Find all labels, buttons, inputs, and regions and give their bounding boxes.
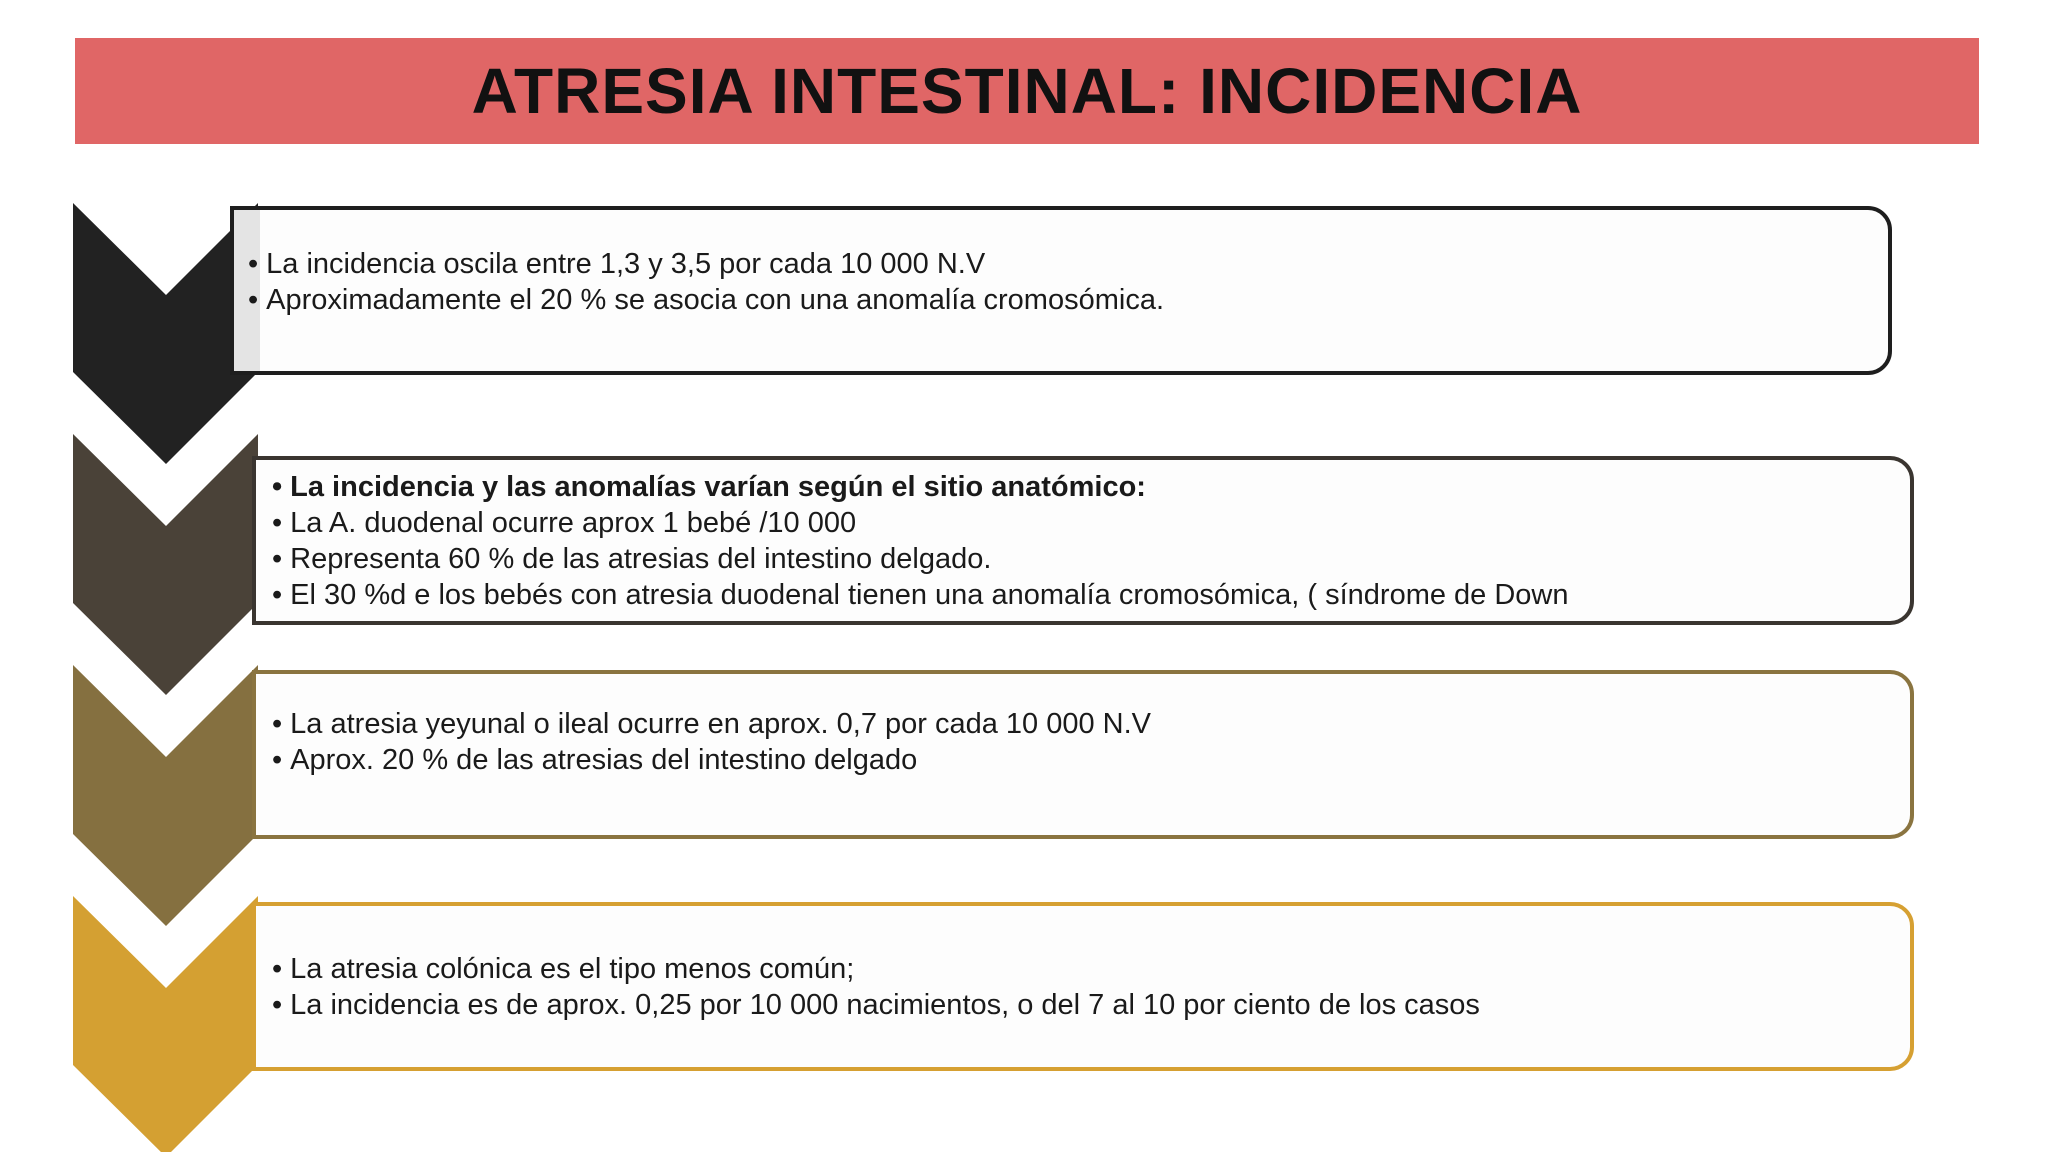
bullet-item: • El 30 %d e los bebés con atresia duodenal tienen una anomalía cromosómica, ( síndrome de Down [272, 577, 1890, 613]
bullet-item: • La atresia colónica es el tipo menos común; [272, 951, 1890, 987]
chevron-step-3 [73, 665, 258, 926]
bullet-list [272, 469, 1890, 613]
bullet-item: • Aprox. 20 % de las atresias del intestino delgado [272, 742, 1890, 778]
chevron-step-4 [73, 896, 258, 1152]
bullet-item: • La atresia yeyunal o ileal ocurre en aprox. 0,7 por cada 10 000 N.V [272, 706, 1890, 742]
bullet-item: • La incidencia oscila entre 1,3 y 3,5 por cada 10 000 N.V [248, 246, 1868, 282]
bullet-list [272, 706, 1890, 778]
bullet-item: • La incidencia es de aprox. 0,25 por 10 000 nacimientos, o del 7 al 10 por ciento de los casos [272, 987, 1890, 1023]
step-card-1 [230, 206, 1892, 375]
step-card-2 [252, 456, 1914, 625]
bullet-item: • Aproximadamente el 20 % se asocia con una anomalía cromosómica. [248, 282, 1868, 318]
bullet-item: • La A. duodenal ocurre aprox 1 bebé /10 000 [272, 505, 1890, 541]
page-title: ATRESIA INTESTINAL: INCIDENCIA [471, 55, 1583, 127]
step-card-4 [252, 902, 1914, 1071]
bullet-item-heading: • La incidencia y las anomalías varían según el sitio anatómico: [272, 469, 1890, 505]
bullet-list [272, 951, 1890, 1023]
step-card-3 [252, 670, 1914, 839]
bullet-item: • Representa 60 % de las atresias del intestino delgado. [272, 541, 1890, 577]
bullet-list [248, 246, 1868, 318]
chevron-step-2 [73, 434, 258, 695]
